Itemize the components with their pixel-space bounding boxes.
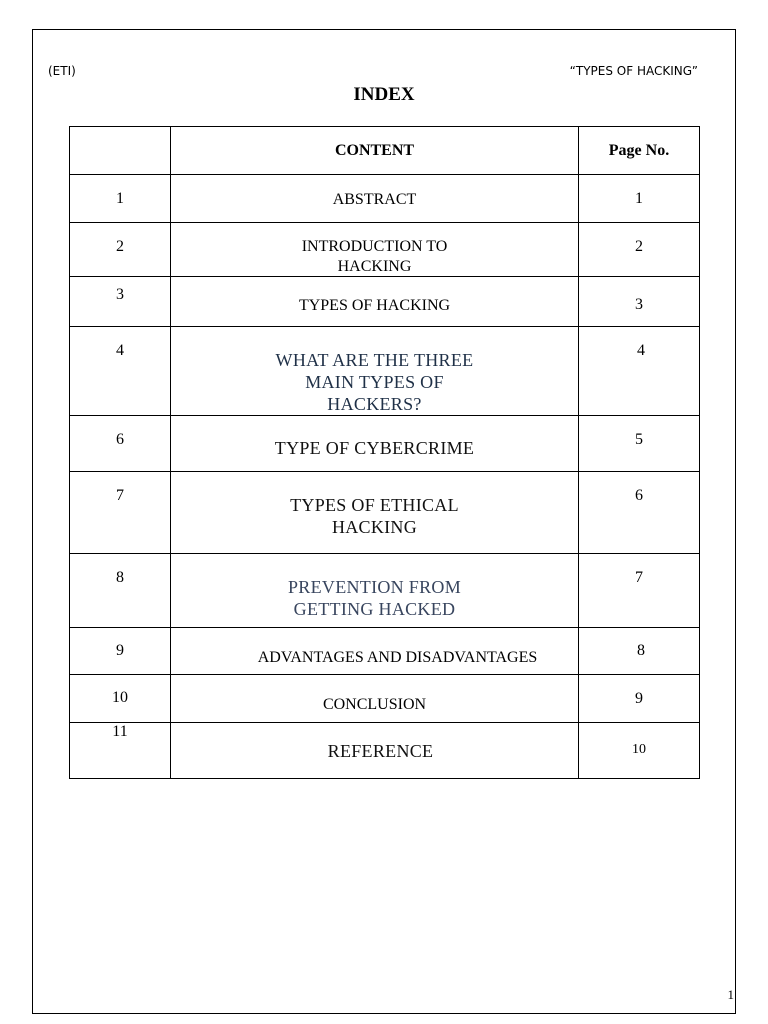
row-content: [171, 437, 578, 460]
row-content-line: CONCLUSION: [322, 696, 427, 713]
table-row: [70, 628, 700, 675]
header-page-cell: [579, 127, 700, 175]
row-content: [171, 190, 578, 211]
row-page: 2: [635, 238, 643, 255]
row-number: 11: [112, 723, 128, 740]
table-row: [70, 223, 700, 277]
table-row: [70, 472, 700, 554]
row-content: [171, 695, 578, 716]
index-table: [69, 126, 700, 779]
row-page: 10: [632, 742, 646, 757]
row-content: [171, 349, 578, 415]
row-content-line: HACKERS?: [327, 394, 422, 414]
row-content-line: TYPE OF CYBERCRIME: [274, 438, 475, 458]
table-header-row: [70, 127, 700, 175]
header-number-cell: [70, 127, 171, 175]
row-content-line: MAIN TYPES OF: [305, 372, 444, 392]
row-content-line: HACKING: [331, 517, 418, 537]
table-row: [70, 554, 700, 628]
row-number: 4: [116, 342, 124, 359]
table-row: [70, 416, 700, 472]
row-page: 7: [635, 569, 643, 586]
row-content-line: HACKING: [337, 258, 412, 275]
header-right: “TYPES OF HACKING”: [569, 64, 698, 78]
row-content-line: INTRODUCTION TO: [301, 238, 448, 255]
row-page: 8: [637, 642, 645, 659]
row-content: [171, 576, 578, 620]
column-content-label: CONTENT: [334, 142, 415, 159]
row-content-line: TYPES OF ETHICAL: [290, 495, 459, 515]
table-row: [70, 277, 700, 327]
row-content-line: WHAT ARE THE THREE: [275, 350, 474, 370]
row-page: 5: [635, 431, 643, 448]
table-row: [70, 327, 700, 416]
row-number: 10: [112, 689, 128, 706]
page-title: INDEX: [353, 84, 415, 105]
table-row: [70, 675, 700, 723]
row-content-line: ABSTRACT: [332, 191, 417, 208]
table-row: [70, 723, 700, 779]
row-content: [171, 296, 578, 317]
row-number: 2: [116, 238, 124, 255]
row-page: 3: [635, 296, 643, 313]
row-content: [183, 740, 578, 763]
row-content: [171, 237, 578, 277]
row-page: 9: [635, 690, 643, 707]
row-number: 8: [116, 569, 124, 586]
row-content-line: REFERENCE: [327, 741, 434, 761]
row-content-line: PREVENTION FROM: [287, 577, 461, 597]
row-page: 1: [635, 190, 643, 207]
header-content-cell: [171, 127, 579, 175]
row-content-line: TYPES OF HACKING: [298, 297, 451, 314]
row-number: 9: [116, 642, 124, 659]
header-left: (ETI): [48, 64, 76, 78]
row-number: 1: [116, 190, 124, 207]
row-number: 6: [116, 431, 124, 448]
footer-page-number: 1: [727, 987, 734, 1002]
row-content: [171, 494, 578, 538]
row-number: 7: [116, 487, 124, 504]
row-content-line: GETTING HACKED: [293, 599, 456, 619]
row-number: 3: [116, 286, 124, 303]
row-content-line: ADVANTAGES AND DISADVANTAGES: [257, 649, 538, 666]
table-row: [70, 175, 700, 223]
row-page: 6: [635, 487, 643, 504]
row-page: 4: [637, 342, 645, 359]
row-content: [217, 648, 578, 669]
column-page-label: Page No.: [608, 142, 670, 159]
